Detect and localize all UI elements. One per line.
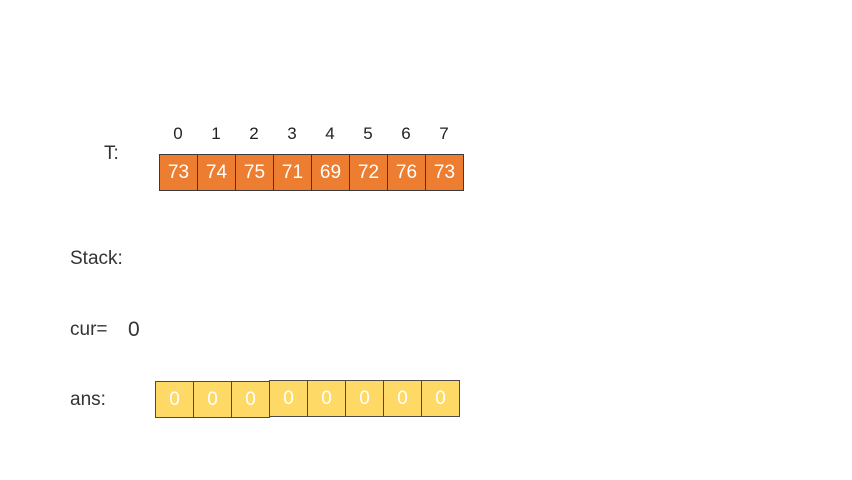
t-label: T:	[104, 143, 119, 164]
ans-cell-3: 0	[269, 380, 308, 417]
t-cell-6: 76	[387, 154, 426, 191]
ans-cell-7: 0	[421, 380, 460, 417]
index-5: 5	[363, 124, 373, 143]
index-6: 6	[401, 124, 411, 143]
ans-cell-1: 0	[193, 381, 232, 418]
t-cell-7: 73	[425, 154, 464, 191]
t-cell-3: 71	[273, 154, 312, 191]
index-3: 3	[287, 124, 297, 143]
cur-label: cur=	[70, 319, 108, 340]
ans-array	[155, 380, 460, 418]
ans-cell-0: 0	[155, 381, 194, 418]
cur-value: 0	[128, 318, 140, 341]
ans-cell-5: 0	[345, 380, 384, 417]
t-array	[159, 154, 464, 191]
index-4: 4	[325, 124, 335, 143]
ans-cell-2: 0	[231, 381, 270, 418]
index-row	[159, 124, 463, 144]
index-2: 2	[249, 124, 259, 143]
stack-label: Stack:	[70, 248, 123, 269]
ans-label: ans:	[70, 389, 106, 410]
index-1: 1	[211, 124, 221, 143]
t-cell-2: 75	[235, 154, 274, 191]
index-7: 7	[439, 124, 449, 143]
ans-cell-6: 0	[383, 380, 422, 417]
index-0: 0	[173, 124, 183, 143]
t-cell-0: 73	[159, 154, 198, 191]
ans-cell-4: 0	[307, 380, 346, 417]
t-cell-1: 74	[197, 154, 236, 191]
t-cell-4: 69	[311, 154, 350, 191]
t-cell-5: 72	[349, 154, 388, 191]
